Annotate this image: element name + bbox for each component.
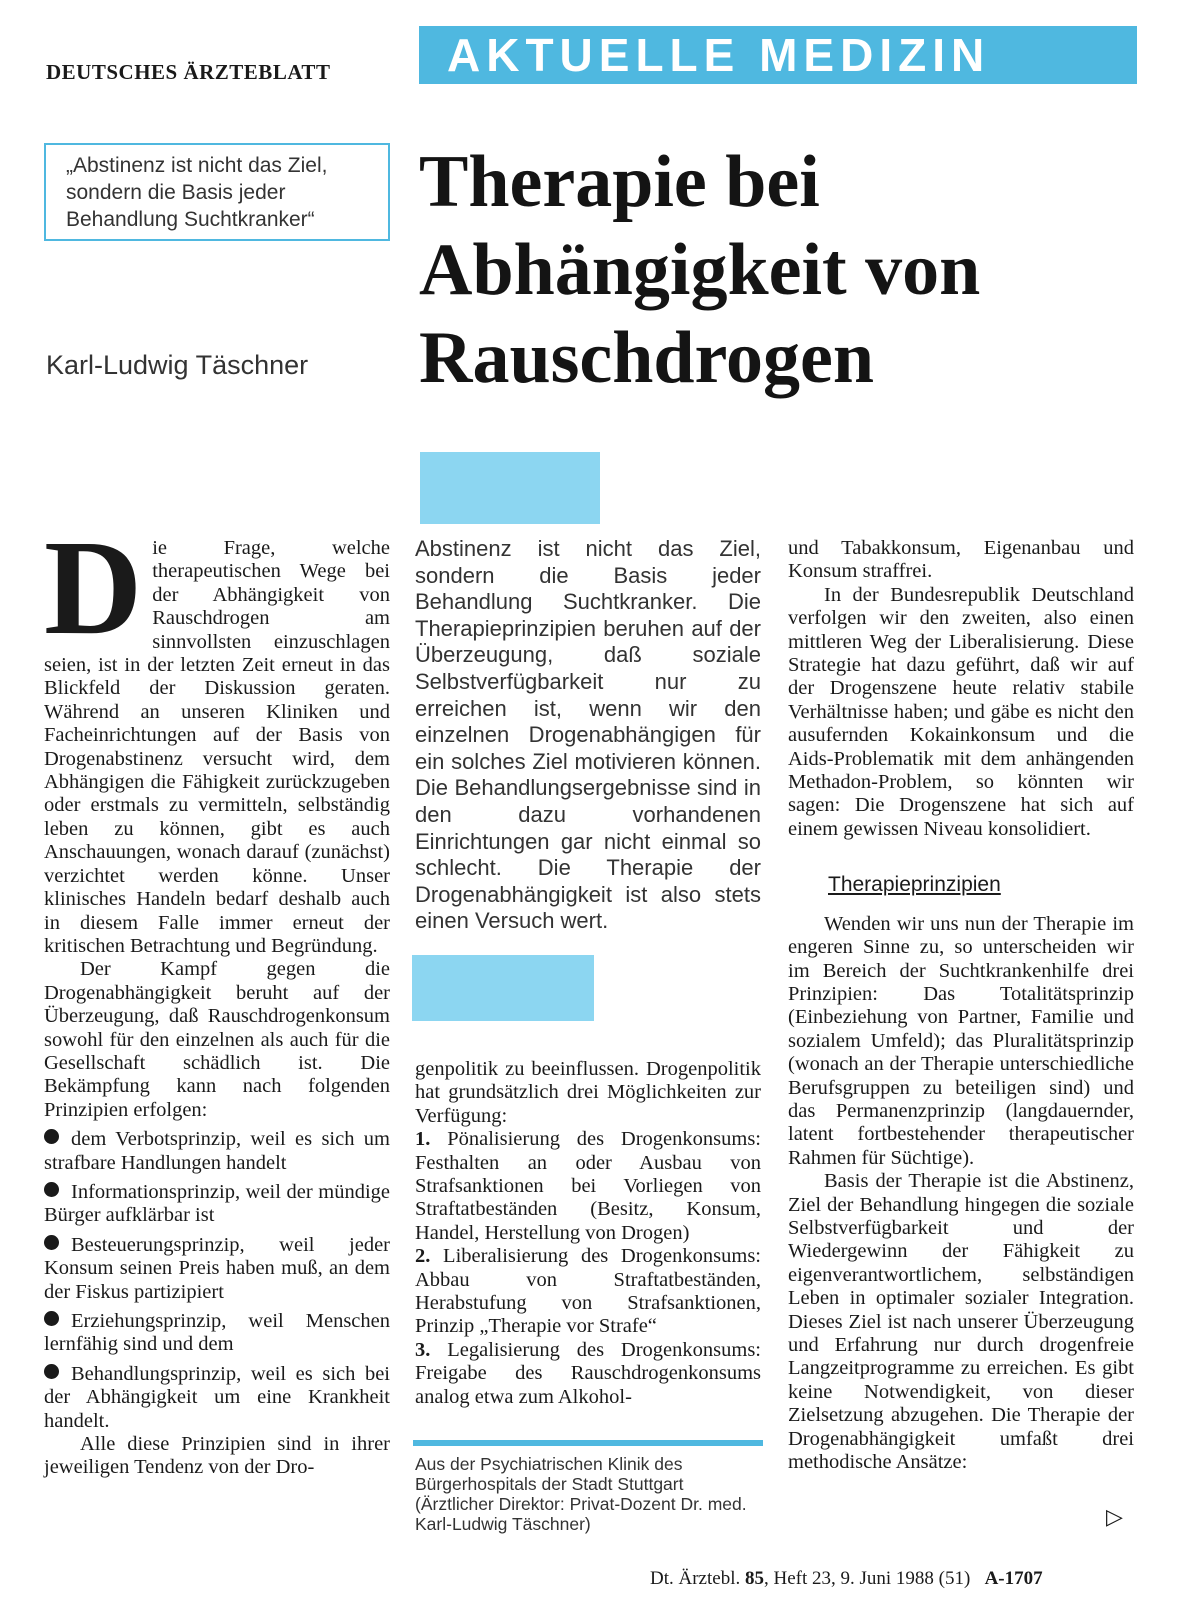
bullet-icon: [44, 1311, 59, 1326]
footer-journal: Dt. Ärztebl.: [650, 1568, 741, 1589]
paragraph: Alle diese Prinzipien sind in ihrer jeweiligen Tendenz von der Dro-: [44, 1433, 390, 1479]
bullet-icon: [44, 1182, 59, 1197]
pull-quote: „Abstinenz ist nicht das Ziel, sondern die Basis jeder Behandlung Suchtkranker“: [44, 143, 390, 241]
author: Karl-Ludwig Täschner: [46, 350, 309, 380]
footer-issue: , Heft 23, 9. Juni 1988 (51): [763, 1568, 971, 1589]
item-text: Pönalisierung des Drogenkonsums: Festhalten an oder Ausbau von Strafsanktionen bei Vorliegen von Straftatbeständen (Besitz, Konsum, Handel, Herstellung von Drogen): [415, 1128, 761, 1244]
numbered-item: [415, 1128, 761, 1245]
bullet-item: [44, 1181, 390, 1228]
paragraph: Der Kampf gegen die Drogenabhängigkeit beruht auf der Überzeugung, daß Rauschdrogenkonsum sowohl für den einzelnen als auch für die Gesellschaft schädlich ist. Die Bekämpfung kann nach folgenden Prinzipien erfolgen:: [44, 958, 390, 1121]
intro-paragraph: [44, 513, 390, 958]
article-title: Therapie bei Abhängigkeit von Rauschdrogen: [419, 141, 981, 399]
bullet-text: Besteuerungsprinzip, weil jeder Konsum seinen Preis haben muß, an dem der Fiskus partizipiert: [44, 1233, 390, 1303]
paragraph: Abstinenz ist nicht das Ziel, sondern die Basis jeder Behandlung Suchtkranker. Die Therapieprinzipien beruhen auf der Überzeugung, daß soziale Selbstverfügbarkeit nur zu erreichen ist, wenn wir den einzelnen Drogenabhängigen für ein solches Ziel motivieren können. Die Behandlungsergebnisse sind in den dazu vorhandenen Einrichtungen gar nicht einmal so schlecht. Die Therapie der Drogenabhängigkeit ist also stets einen Versuch wert.: [415, 536, 761, 934]
bullet-text: Erziehungsprinzip, weil Menschen lernfähig sind und dem: [44, 1310, 390, 1356]
page-footer: [650, 1568, 1043, 1590]
paragraph-text: ie Frage, welche therapeutischen Wege bei der Abhängigkeit von Rauschdrogen am sinnvollsten einzuschlagen seien, ist in der letzten Zeit erneut in das Blickfeld der Diskussion geraten. Während an unseren Kliniken und Facheinrichtungen auf der Basis von Drogenabstinenz versucht wird, dem Abhängigen die Fähigkeit zurückzugeben oder erstmals zu vermitteln, selbständig leben zu können, gibt es auch Anschauungen, wonach darauf (zunächst) verzichtet werden könne. Unser klinisches Handeln bedarf deshalb auch in diesem Falle immer erneut der kritischen Betrachtung und Begründung.: [44, 537, 390, 957]
paragraph: Basis der Therapie ist die Abstinenz, Ziel der Behandlung hingegen die soziale Selbstverfügbarkeit und der Wiedergewinn der Fähigkeit zu eigenverantwortlichem, selbständigen Leben in optimaler sozialer Integration. Dieses Ziel ist nach unserer Überzeugung und Erfahrung nur durch drogenfreie Langzeitprogramme zu erreichen. Es gibt keine Notwendigkeit, von dieser Zielsetzung abzugehen. Die Therapie der Drogenabhängigkeit umfaßt drei methodische Ansätze:: [788, 1170, 1134, 1474]
divider: [413, 1440, 763, 1446]
bullet-icon: [44, 1129, 59, 1144]
bullet-icon: [44, 1235, 59, 1250]
paragraph: und Tabakkonsum, Eigenanbau und Konsum straffrei.: [788, 537, 1134, 583]
item-number: 2.: [415, 1245, 431, 1268]
bullet-icon: [44, 1364, 59, 1379]
item-number: 1.: [415, 1128, 431, 1151]
highlight-mark: [412, 955, 594, 1021]
numbered-item: [415, 1339, 761, 1409]
bullet-text: Informationsprinzip, weil der mündige Bürger aufklärbar ist: [44, 1180, 390, 1227]
drop-cap: D: [44, 513, 143, 663]
item-text: Liberalisierung des Drogenkonsums: Abbau von Straftatbeständen, Herabstufung von Strafsanktionen, Prinzip „Therapie vor Strafe“: [415, 1245, 762, 1338]
bullet-item: [44, 1234, 390, 1304]
highlight-mark: [420, 452, 600, 524]
bullet-text: Behandlungsprinzip, weil es sich bei der Abhängigkeit um eine Krankheit handelt.: [44, 1362, 390, 1432]
column-2-intro: [415, 536, 761, 935]
bullet-item: [44, 1363, 390, 1433]
affiliation-note: Aus der Psychiatrischen Klinik des Bürgerhospitals der Stadt Stuttgart (Ärztlicher Direktor: Privat-Dozent Dr. med. Karl-Ludwig Täschner): [415, 1454, 747, 1534]
bullet-text: dem Verbotsprinzip, weil es sich um strafbare Handlungen handelt: [44, 1128, 390, 1174]
footer-volume: 85: [744, 1568, 764, 1589]
paragraph: Wenden wir uns nun der Therapie im engeren Sinne zu, so unterscheiden wir im Bereich der Suchtkrankenhilfe drei Prinzipien: Das Totalitätsprinzip (Einbeziehung von Partner, Familie und sozialem Umfeld); das Pluralitätsprinzip (wonach an der Therapie unterschiedliche Berufsgruppen zu beteiligen sind) und das Permanenzprinzip (langdauernder, latent fortbestehender therapeutischer Rahmen für Süchtige).: [788, 912, 1134, 1169]
section-banner: AKTUELLE MEDIZIN: [419, 26, 1137, 84]
section-heading: Therapieprinzipien: [828, 873, 1001, 897]
page-number: A-1707: [984, 1568, 1043, 1589]
paragraph: In der Bundesrepublik Deutschland verfolgen wir den zweiten, also einen mittleren Weg der Liberalisierung. Diese Strategie hat dazu geführt, daß wir auf der Drogenszene heute relativ stabile Verhältnisse haben; und gäbe es nicht den ausufernden Kokainkonsum und die Aids-Problematik mit dem anhängenden Methadon-Problem, so könnten wir sagen: Die Drogenszene hat sich auf einem gewissen Niveau konsolidiert.: [788, 583, 1134, 840]
column-1: [44, 513, 390, 1480]
column-2: [415, 1058, 761, 1409]
journal-name: DEUTSCHES ÄRZTEBLATT: [46, 60, 331, 84]
item-text: Legalisierung des Drogenkonsums: Freigabe des Rauschdrogenkonsums analog etwa zum Alkohol-: [415, 1338, 761, 1408]
item-number: 3.: [415, 1338, 431, 1361]
numbered-item: [415, 1245, 761, 1339]
paragraph: genpolitik zu beeinflussen. Drogenpolitik hat grundsätzlich drei Möglichkeiten zur Verfügung:: [415, 1058, 761, 1127]
continue-arrow-icon: ▷: [1106, 1504, 1123, 1529]
bullet-item: [44, 1310, 390, 1357]
bullet-item: [44, 1128, 390, 1175]
column-3: [788, 537, 1134, 1474]
